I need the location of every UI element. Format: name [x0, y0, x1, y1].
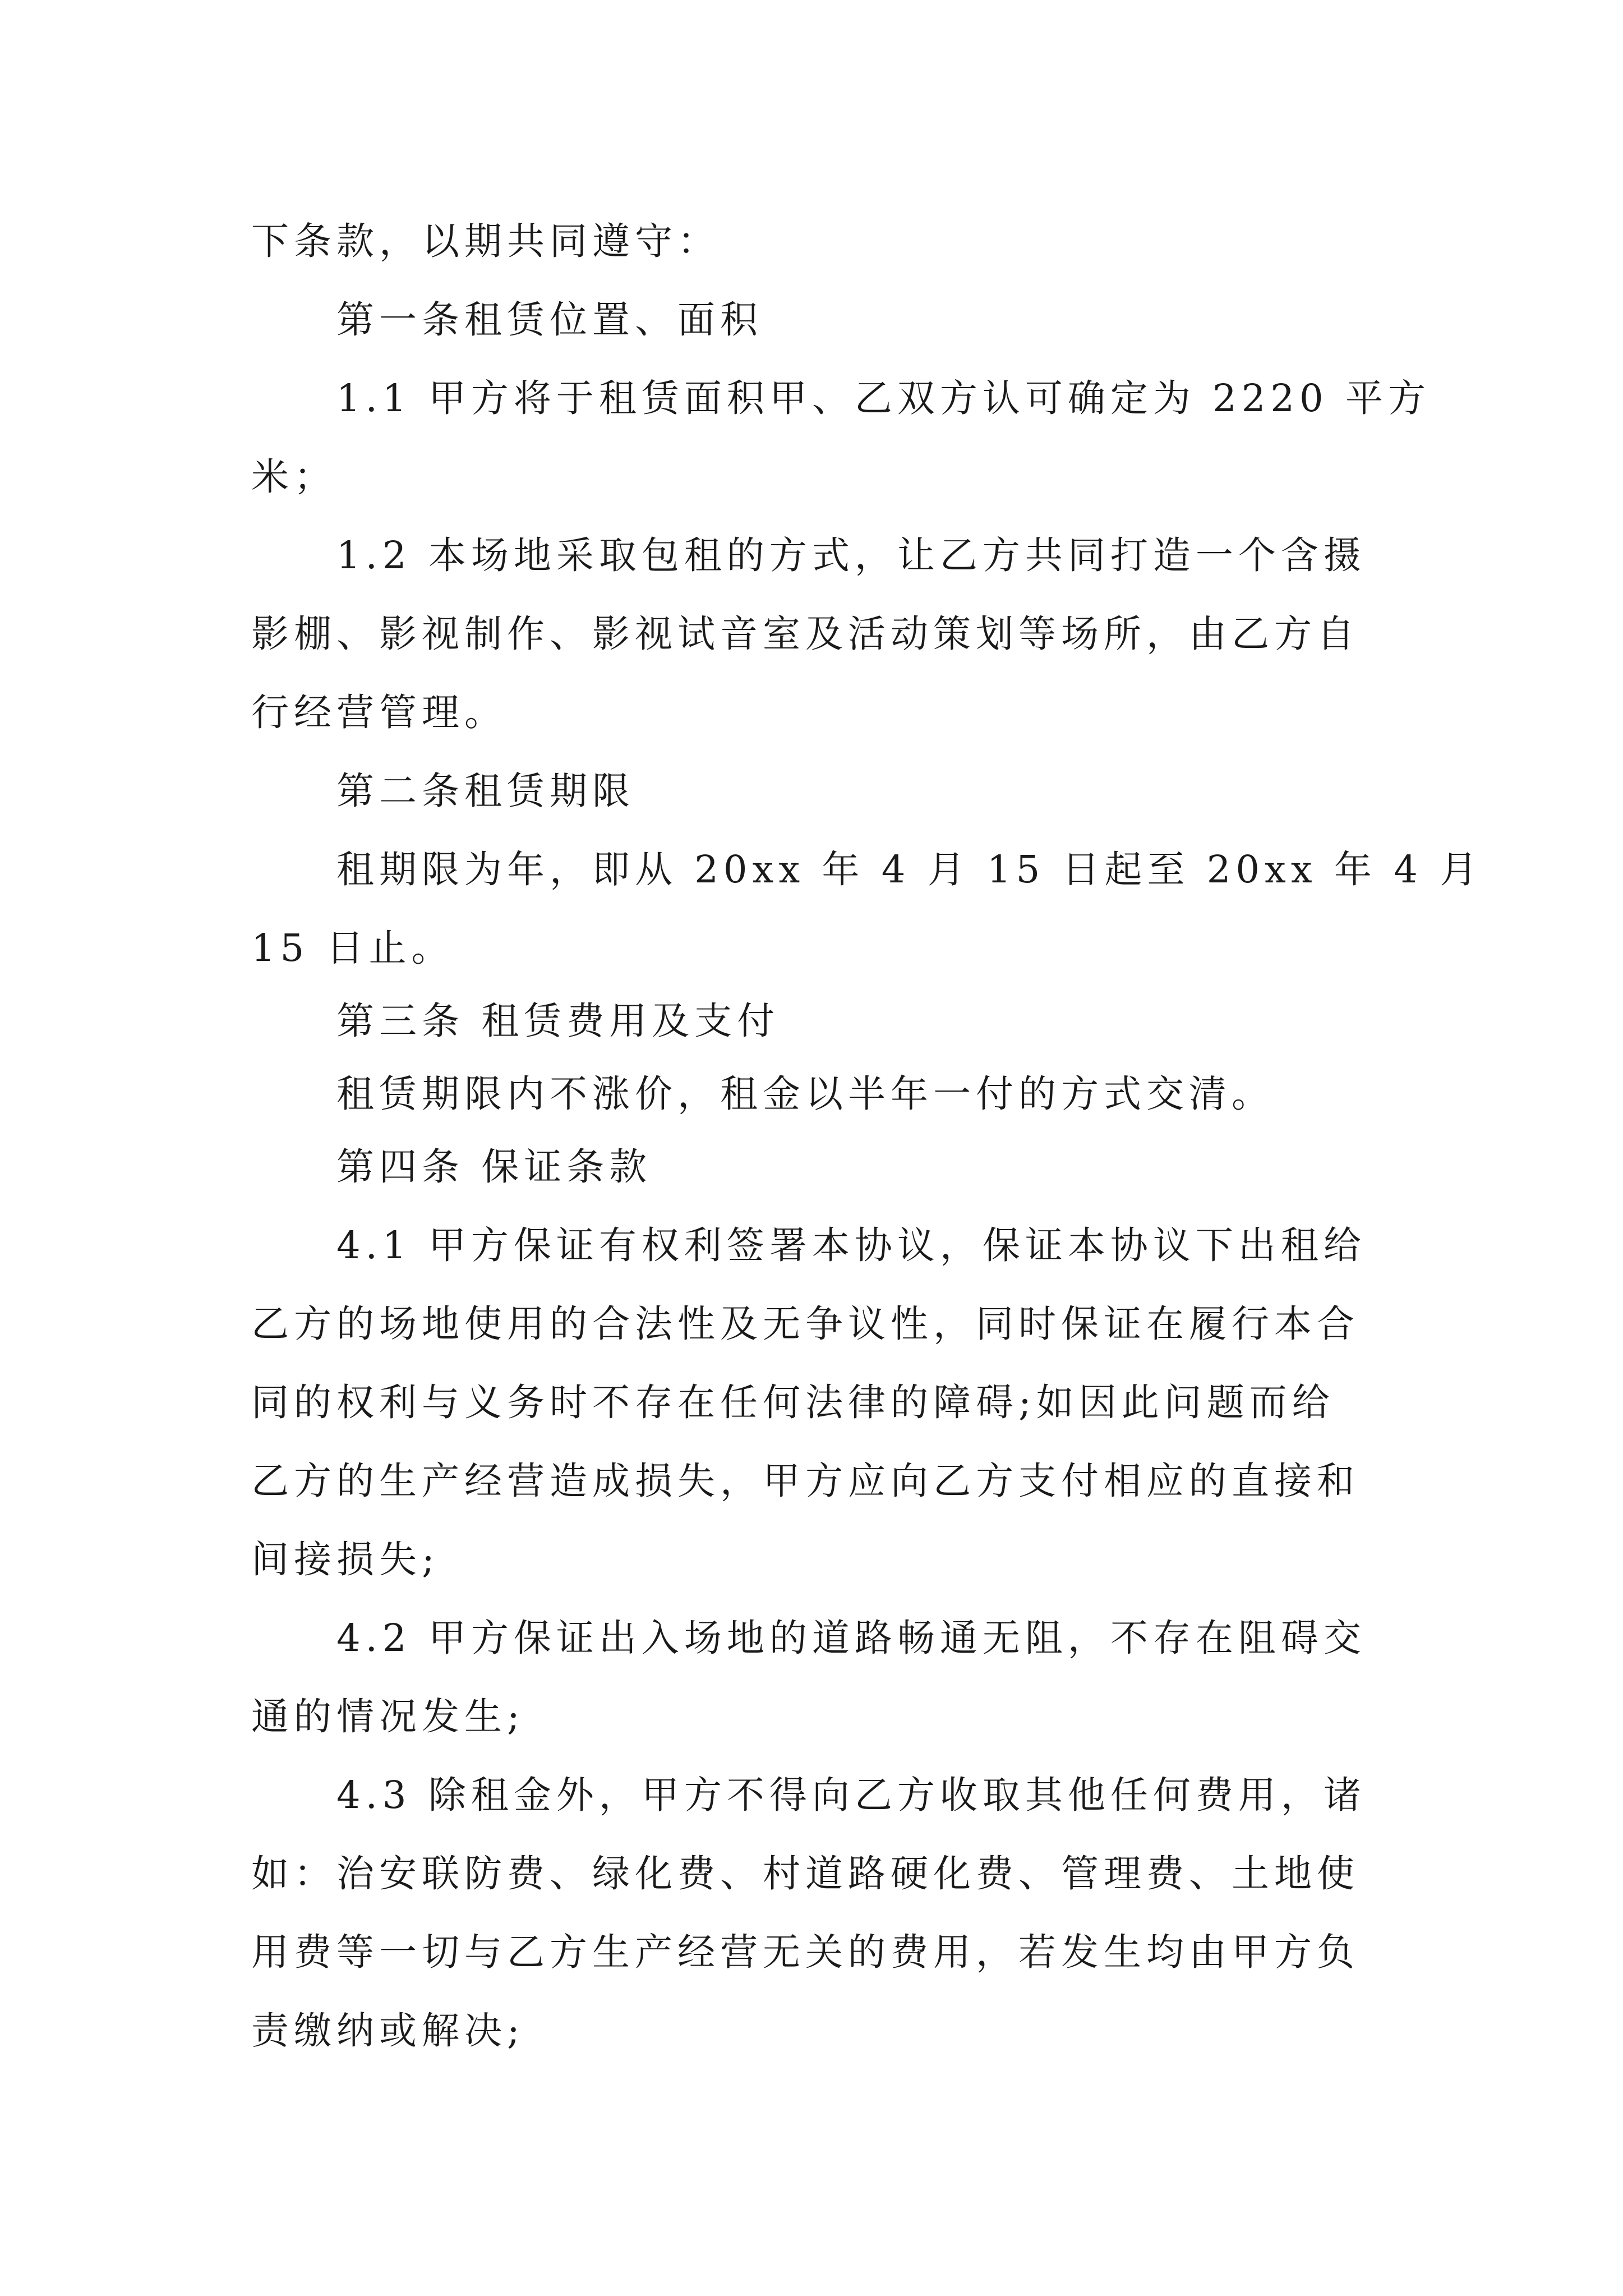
text-line: 4.1 甲方保证有权利签署本协议，保证本协议下出租给 — [336, 1223, 1366, 1267]
section-heading: 第四条 保证条款 — [336, 1145, 652, 1189]
text-line: 米； — [251, 455, 336, 499]
text-line: 乙方的生产经营造成损失，甲方应向乙方支付相应的直接和 — [251, 1459, 1359, 1503]
text-line: 如：治安联防费、绿化费、村道路硬化费、管理费、土地使 — [251, 1852, 1359, 1895]
text-line: 租期限为年，即从 20xx 年 4 月 15 日起至 20xx 年 4 月 — [336, 848, 1483, 891]
text-line: 乙方的场地使用的合法性及无争议性，同时保证在履行本合 — [251, 1302, 1359, 1346]
section-heading: 第三条 租赁费用及支付 — [336, 999, 780, 1043]
text-line: 租赁期限内不涨价，租金以半年一付的方式交清。 — [336, 1072, 1274, 1116]
text-line: 15 日止。 — [251, 926, 454, 970]
text-line: 影棚、影视制作、影视试音室及活动策划等场所，由乙方自 — [251, 612, 1359, 656]
section-heading: 第一条租赁位置、面积 — [336, 298, 763, 342]
text-line: 1.2 本场地采取包租的方式，让乙方共同打造一个含摄 — [336, 533, 1366, 577]
text-line: 行经营管理。 — [251, 691, 507, 734]
text-line: 用费等一切与乙方生产经营无关的费用，若发生均由甲方负 — [251, 1930, 1359, 1974]
text-line: 同的权利与义务时不存在任何法律的障碍;如因此问题而给 — [251, 1381, 1335, 1424]
text-line: 4.2 甲方保证出入场地的道路畅通无阻，不存在阻碍交 — [336, 1616, 1366, 1660]
text-line: 责缴纳或解决; — [251, 2009, 525, 2053]
text-line: 通的情况发生; — [251, 1695, 525, 1738]
section-heading: 第二条租赁期限 — [336, 769, 635, 813]
text-line: 间接损失; — [251, 1538, 440, 1581]
text-line: 4.3 除租金外，甲方不得向乙方收取其他任何费用，诸 — [336, 1773, 1366, 1817]
text-line: 下条款，以期共同遵守： — [251, 219, 720, 263]
text-line: 1.1 甲方将于租赁面积甲、乙双方认可确定为 2220 平方 — [336, 376, 1431, 420]
